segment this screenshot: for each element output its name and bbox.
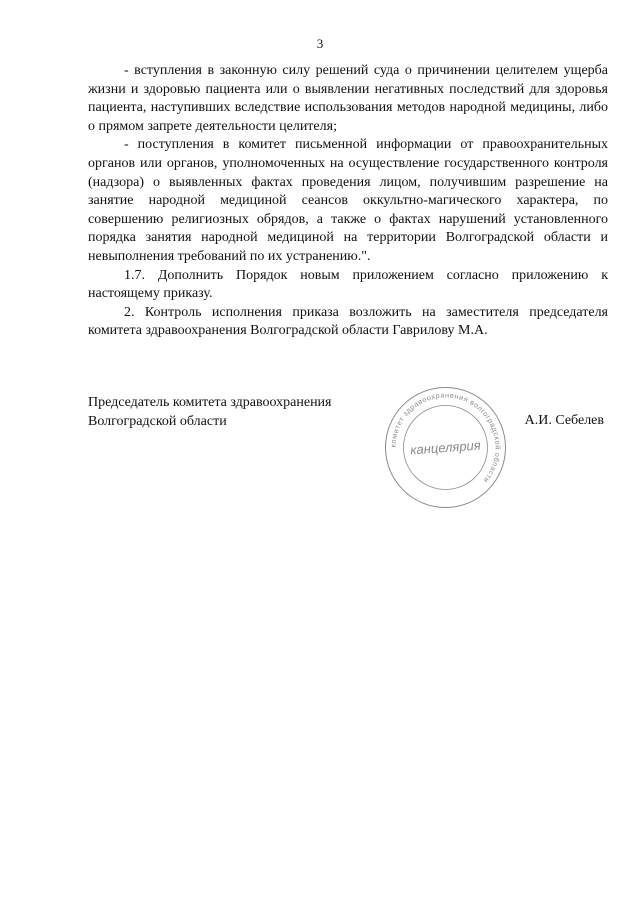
paragraph-item-1-7: 1.7. Дополнить Порядок новым приложением согласно приложению к настоящему приказу. bbox=[88, 267, 608, 302]
paragraph-court-decisions: - вступления в законную силу решений суда о причинении целителем ущерба жизни и здоровью пациента или о выявлении негативных последствий для здоровья пациента, наступивших вследствие использования методов народной медицины, либо о прямом запрете деятельности целителя; bbox=[88, 63, 608, 134]
page-number: 3 bbox=[316, 36, 324, 51]
stamp-ring-text bbox=[388, 390, 502, 485]
document-body bbox=[88, 62, 608, 341]
office-stamp bbox=[383, 385, 508, 510]
paragraph-item-2: 2. Контроль исполнения приказа возложить на заместителя председателя комитета здравоохранения Волгоградской области Гаврилову М.А. bbox=[88, 304, 608, 339]
signatory-name: А.И. Себелев bbox=[524, 413, 604, 428]
signatory-title: Председатель комитета здравоохранения Волгоградской области bbox=[88, 395, 332, 429]
paragraph-information-receipt: - поступления в комитет письменной информации от правоохранительных органов или органов, уполномоченных на осуществление государственного контроля (надзора) о выявленных фактах проведения лицом, получившим разрешение на занятие народной медициной сеансов оккультно-магического характера, по совершению религиозных обрядов, а также о фактах нарушений установленного порядка занятия народной медициной на территории Волгоградской области и невыполнения требований по их устранению.". bbox=[88, 137, 608, 264]
stamp-ring-textpath: комитет здравоохранения волгоградской области bbox=[388, 390, 503, 486]
stamp-center-text: канцелярия bbox=[409, 437, 482, 458]
